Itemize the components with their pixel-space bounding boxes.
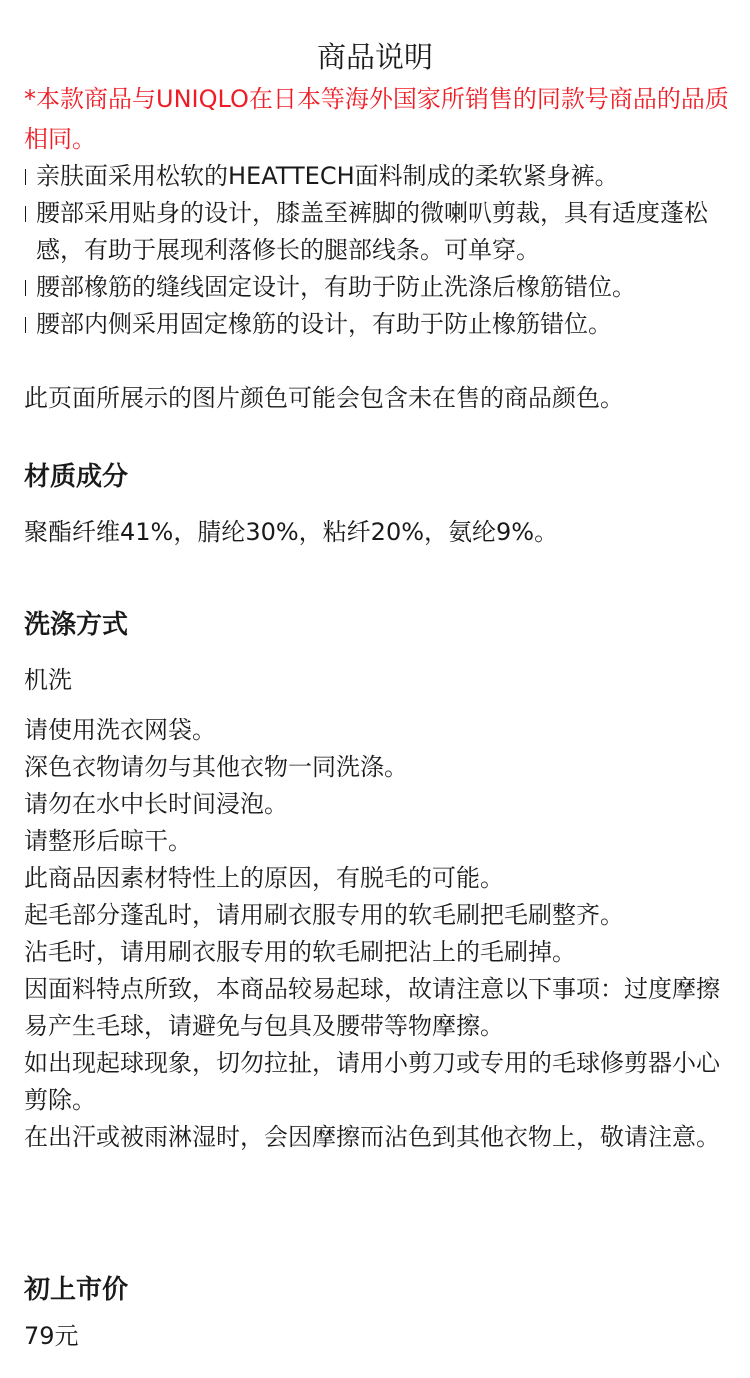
care-instruction: 请整形后晾干。 [24,827,192,855]
material-heading: 材质成分 [24,462,129,492]
care-instruction: 深色衣物请勿与其他衣物一同洗涤。 [24,753,408,781]
washing-method: 机洗 [24,666,72,694]
feature-item: 亲肤面采用松软的HEATTECH面料制成的柔软紧身裤。 [24,158,730,195]
material-composition: 聚酯纤维41%，腈纶30%，粘纤20%，氨纶9%。 [24,518,559,546]
care-instructions-list [24,712,730,1156]
feature-list [24,158,730,343]
care-instruction: 此商品因素材特性上的原因，有脱毛的可能。 [24,864,504,892]
care-instruction: 起毛部分蓬乱时，请用刷衣服专用的软毛刷把毛刷整齐。 [24,901,624,929]
care-instruction: 请使用洗衣网袋。 [24,716,216,744]
feature-item: 腰部内侧采用固定橡筋的设计，有助于防止橡筋错位。 [24,306,730,343]
care-instruction: 请勿在水中长时间浸泡。 [24,790,288,818]
page-title: 商品说明 [316,40,433,75]
feature-item: 腰部橡筋的缝线固定设计，有助于防止洗涤后橡筋错位。 [24,269,730,306]
price-heading: 初上市价 [24,1275,129,1305]
feature-item: 腰部采用贴身的设计，膝盖至裤脚的微喇叭剪裁，具有适度蓬松感，有助于展现利落修长的腿部线条。可单穿。 [24,195,730,269]
care-instruction: 因面料特点所致，本商品较易起球，故请注意以下事项：过度摩擦易产生毛球，请避免与包具及腰带等物摩擦。 [24,975,720,1040]
launch-price: 79元 [24,1322,79,1350]
care-instruction: 在出汗或被雨淋湿时，会因摩擦而沾色到其他衣物上，敬请注意。 [24,1123,720,1151]
colors-note: 此页面所展示的图片颜色可能会包含未在售的商品颜色。 [24,384,624,412]
care-instruction: 如出现起球现象，切勿拉扯，请用小剪刀或专用的毛球修剪器小心剪除。 [24,1049,720,1114]
quality-notice: *本款商品与UNIQLO在日本等海外国家所销售的同款号商品的品质相同。 [24,85,729,153]
washing-heading: 洗涤方式 [24,610,129,640]
care-instruction: 沾毛时，请用刷衣服专用的软毛刷把沾上的毛刷掉。 [24,938,576,966]
